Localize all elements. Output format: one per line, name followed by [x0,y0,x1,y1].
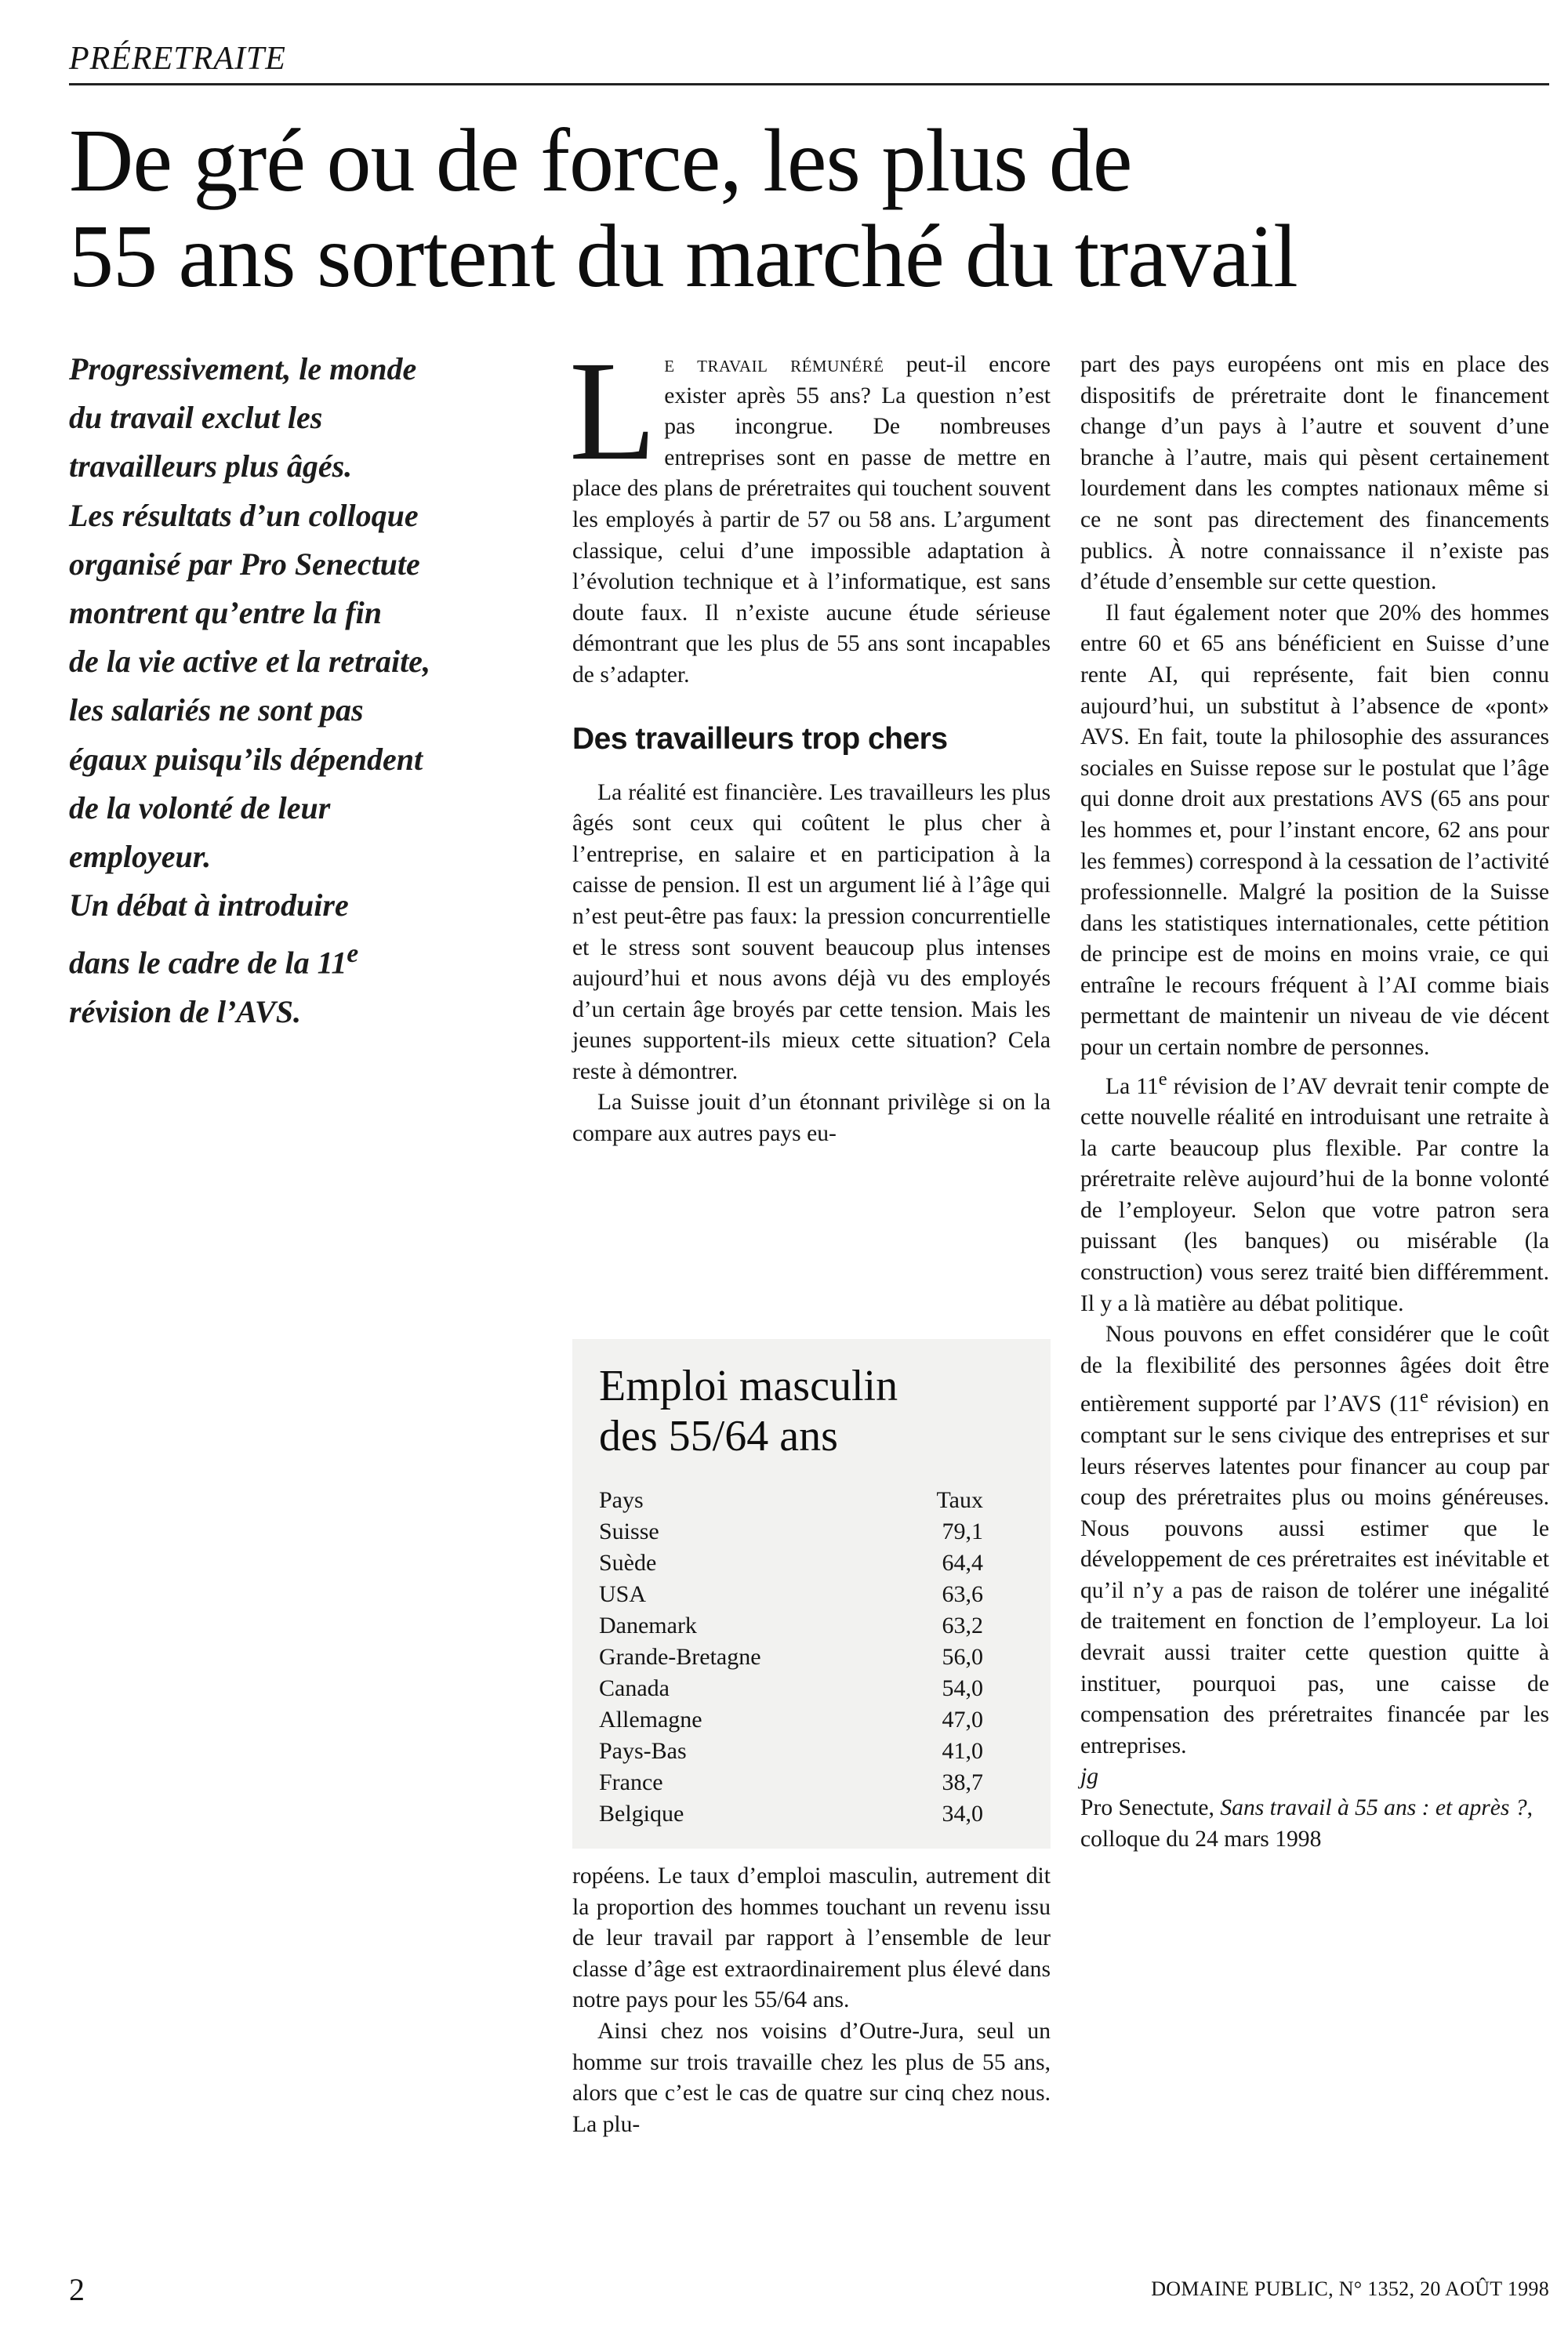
lede-line: organisé par Pro Senectute [69,546,420,582]
table-row [599,1642,983,1673]
drop-cap: L [569,332,657,490]
superscript: e [347,939,359,969]
table-row [599,1610,983,1642]
rate-cell: 54,0 [942,1675,983,1701]
table-title-line-1: Emploi masculin [599,1362,898,1410]
column-header-country: Pays [599,1487,644,1513]
source-note [1080,1793,1549,1855]
lede-line: employeur. [69,839,212,875]
paragraph-text: peut-il encore exister après 55 ans? La question n’est pas incongrue. De nombreuses entreprises sont en passe de mettre en place des plans de préretraites qui touchent souvent les employés à partir de 57 ou 58 ans. L’argument classique, celui d’une impossible adaptation à l’évolution technique et à l’informatique, est sans doute faux. Il n’existe aucune étude sérieuse démontrant que les plus de 55 ans sont incapables de s’adapter. [572,352,1051,688]
article-column-2-top [569,332,1051,1150]
rate-cell: 41,0 [942,1738,983,1764]
article-paragraph: Ainsi chez nos voisins d’Outre-Jura, seul un homme sur trois travaille chez les plus de 55 ans, alors que c’est le cas de quatre sur cinq chez nous. La plu- [572,2018,1051,2137]
source-author: Pro Senectute, [1080,1795,1221,1821]
rate-cell: 34,0 [942,1801,983,1827]
superscript: e [1158,1068,1167,1090]
article-paragraph [569,332,1051,691]
article-paragraph: Il faut également noter que 20% des hommes entre 60 et 65 ans bénéficient en Suisse d’une rente AI, qui représente, fait bien connu aujourd’hui, un substitut à l’absence de «pont» AVS. En fait, toute la philosophie des assurances sociales en Suisse repose sur le postulat que l’âge qui donne droit aux prestations AVS (65 ans pour les hommes et, pour l’instant encore, 62 ans pour les femmes) correspond à la cessation de l’activité professionnelle. Malgré la position de la Suisse dans les statistiques internationales, cette pétition de principe est de moins en moins vraie, ce qui entraîne le recours fréquent à l’AI comme biais permettant de maintenir un niveau de vie décent pour un certain nombre de personnes. [1080,600,1549,1061]
article-paragraph: La réalité est financière. Les travailleurs les plus âgés sont ceux qui coûtent le plus cher à l’entreprise, en salaire et en participation à la caisse de pension. Il est un argument lié à l’âge qui n’est peut-être pas faux: la pression concurrentielle et le stress sont souvent beaucoup plus intenses aujourd’hui et nous avons déjà vu des employés d’un certain âge broyés par cette tension. Mais les jeunes supportent-ils mieux cette situation? Cela reste à démontrer. [572,779,1051,1084]
lede-text: dans le cadre de la 11 [69,945,347,981]
superscript: e [1420,1386,1428,1408]
article-paragraph: part des pays européens ont mis en place des dispositifs de préretraite dont le financement change d’un pays à l’autre et souvent d’une branche à l’autre, mais qui pèsent certainement lourdement dans les comptes nationaux même si ce ne sont pas directement des financements publics. À notre connaissance il n’existe pas d’étude d’ensemble sur cette question. [1080,352,1549,595]
table-title [599,1361,1038,1461]
source-date: , colloque du 24 mars 1998 [1080,1795,1534,1852]
article-paragraph: La Suisse jouit d’un étonnant privilège si on la compare aux autres pays eu- [572,1090,1051,1147]
employment-table [599,1485,983,1830]
paragraph-text: Nous pouvons en effet considérer que le coût de la flexibilité des personnes âgées doit être entièrement supporté par l’AVS (11 [1080,1322,1549,1417]
lede-line: montrent qu’entre la fin [69,595,382,631]
article-paragraph: ropéens. Le taux d’emploi masculin, autrement dit la proportion des hommes touchant un revenu issu de leur travail par rapport à l’ensemble de leur classe d’âge est extraordinairement plus élevé dans notre pays pour les 55/64 ans. [572,1863,1051,2013]
table-title-line-2: des 55/64 ans [599,1412,838,1461]
table-row [599,1673,983,1704]
rate-cell: 79,1 [942,1519,983,1544]
source-title: Sans travail à 55 ans : et après ? [1220,1795,1527,1821]
paragraph-text: révision) en comptant sur le sens civique des entreprises et sur leurs réserves latentes pour financer au coup par coup des préretraites plus ou moins généreuses. Nous pouvons aussi estimer que le développement de ces préretraites est inévitable et qu’il n’y a pas de raison de tolérer une inégalité de traitement en fonction de l’employeur. La loi devrait aussi traiter cette question quitte à instituer, pourquoi pas, une caisse de compensation des préretraites financée par les entreprises. [1080,1392,1549,1758]
opening-smallcaps: e travail rémunéré [664,352,884,377]
article-paragraph [1080,1319,1549,1762]
lede [69,345,547,1036]
lede-line [69,930,547,988]
lede-line: Un débat à introduire [69,887,349,924]
table-row [599,1736,983,1767]
section-subhead: Des travailleurs trop chers [572,721,948,756]
lede-line: les salariés ne sont pas [69,692,364,728]
headline-line-1: De gré ou de force, les plus de [69,111,1132,210]
rate-cell: 47,0 [942,1707,983,1733]
table-row [599,1579,983,1610]
country-cell: Belgique [599,1801,684,1827]
country-cell: Suède [599,1550,657,1576]
table-row [599,1516,983,1548]
rate-cell: 38,7 [942,1769,983,1795]
country-cell: Danemark [599,1613,697,1638]
lede-line: Progressivement, le monde [69,351,417,386]
column-header-rate: Taux [936,1487,983,1513]
country-cell: Grande-Bretagne [599,1644,761,1670]
country-cell: France [599,1769,663,1795]
rate-cell: 63,2 [942,1613,983,1638]
lede-line: du travail exclut les [69,400,323,436]
table-header-row [599,1485,983,1516]
table-row [599,1798,983,1830]
publication-footer: DOMAINE PUBLIC, N° 1352, 20 AOÛT 1998 [1151,2277,1549,2300]
table-row [599,1548,983,1579]
headline [69,113,1551,304]
paragraph-text: révision de l’AV devrait tenir compte de cette nouvelle réalité en introduisant une retraite à la carte beaucoup plus flexible. Par contre la préretraite relève aujourd’hui de la bonne volonté de l’employeur. Selon que votre patron sera puissant (les banques) ou misérable (la construction) vous serez traité bien différemment. Il y a là matière au débat politique. [1080,1073,1549,1316]
author-signature: jg [1080,1764,1099,1790]
article-paragraph [1080,1064,1549,1320]
rate-cell: 56,0 [942,1644,983,1670]
paragraph-text: La 11 [1105,1073,1159,1099]
country-cell: Pays-Bas [599,1738,687,1764]
country-cell: Allemagne [599,1707,702,1733]
headline-line-2: 55 ans sortent du marché du travail [69,206,1298,306]
section-rubric: PRÉRETRAITE [69,38,1549,85]
lede-line: travailleurs plus âgés. [69,448,353,484]
employment-table-box [572,1339,1051,1849]
lede-line: de la vie active et la retraite, [69,644,430,680]
article-column-3 [1080,350,1549,1856]
rate-cell: 64,4 [942,1550,983,1576]
lede-line: de la volonté de leur [69,789,331,826]
page-number: 2 [69,2272,85,2307]
country-cell: Suisse [599,1519,659,1544]
table-row [599,1767,983,1798]
table-row [599,1704,983,1736]
rate-cell: 63,6 [942,1581,983,1607]
article-column-2-bottom [572,1861,1051,2140]
lede-line: Les résultats d’un colloque [69,497,419,533]
lede-line: révision de l’AVS. [69,993,301,1029]
country-cell: Canada [599,1675,670,1701]
country-cell: USA [599,1581,647,1607]
lede-line: égaux puisqu’ils dépendent [69,741,423,777]
